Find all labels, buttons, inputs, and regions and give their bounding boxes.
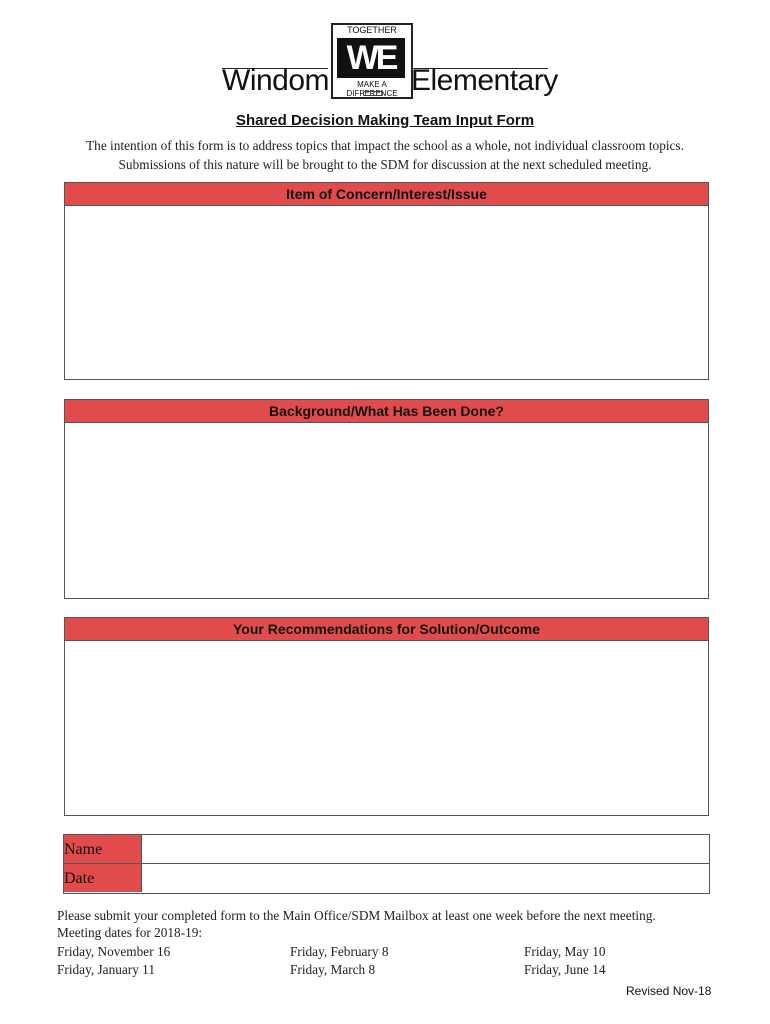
section-background xyxy=(64,399,709,599)
meeting-date: Friday, March 8 xyxy=(290,962,376,977)
section-heading: Your Recommendations for Solution/Outcome xyxy=(65,618,708,641)
section-recommendations xyxy=(64,617,709,816)
dates-intro: Meeting dates for 2018-19: xyxy=(57,925,203,940)
meeting-date: Friday, February 8 xyxy=(290,944,389,959)
section-heading: Item of Concern/Interest/Issue xyxy=(65,183,708,206)
date-row xyxy=(64,864,709,892)
meeting-date: Friday, November 16 xyxy=(57,944,171,959)
school-logo xyxy=(0,20,770,100)
form-intro: The intention of this form is to address topics that impact the school as a whole, not individual classroom topics. Submissions of this nature will be brought to the SDM for discussion at the next scheduled meeting. xyxy=(86,138,684,172)
revision-note: Revised Nov-18 xyxy=(626,984,712,998)
dates-column-1 xyxy=(57,943,170,979)
dates-column-2 xyxy=(290,943,388,979)
name-row xyxy=(64,835,709,864)
submit-instructions xyxy=(57,907,737,941)
name-label: Name xyxy=(64,835,142,863)
logo-bottom-text: MAKE A DIFFERENCE xyxy=(346,80,398,98)
meeting-date: Friday, January 11 xyxy=(57,962,155,977)
meeting-date: Friday, June 14 xyxy=(524,962,606,977)
pencil-icon xyxy=(363,91,383,96)
logo-emblem xyxy=(331,23,413,99)
date-field[interactable] xyxy=(142,864,709,892)
logo-center-text: WE xyxy=(337,38,405,78)
logo-left-word: Windom xyxy=(222,64,330,97)
submit-text: Please submit your completed form to the Main Office/SDM Mailbox at least one week before the next meeting. xyxy=(57,908,656,923)
dates-column-3 xyxy=(524,943,606,979)
logo-right-word: Elementary xyxy=(411,64,558,97)
meeting-date: Friday, May 10 xyxy=(524,944,606,959)
name-date-table xyxy=(63,834,710,894)
form-title: Shared Decision Making Team Input Form xyxy=(235,112,535,129)
section-heading: Background/What Has Been Done? xyxy=(65,400,708,423)
logo-top-text: TOGETHER xyxy=(347,25,397,35)
name-field[interactable] xyxy=(142,835,709,863)
date-label: Date xyxy=(64,864,142,892)
section-item-of-concern xyxy=(64,182,709,380)
